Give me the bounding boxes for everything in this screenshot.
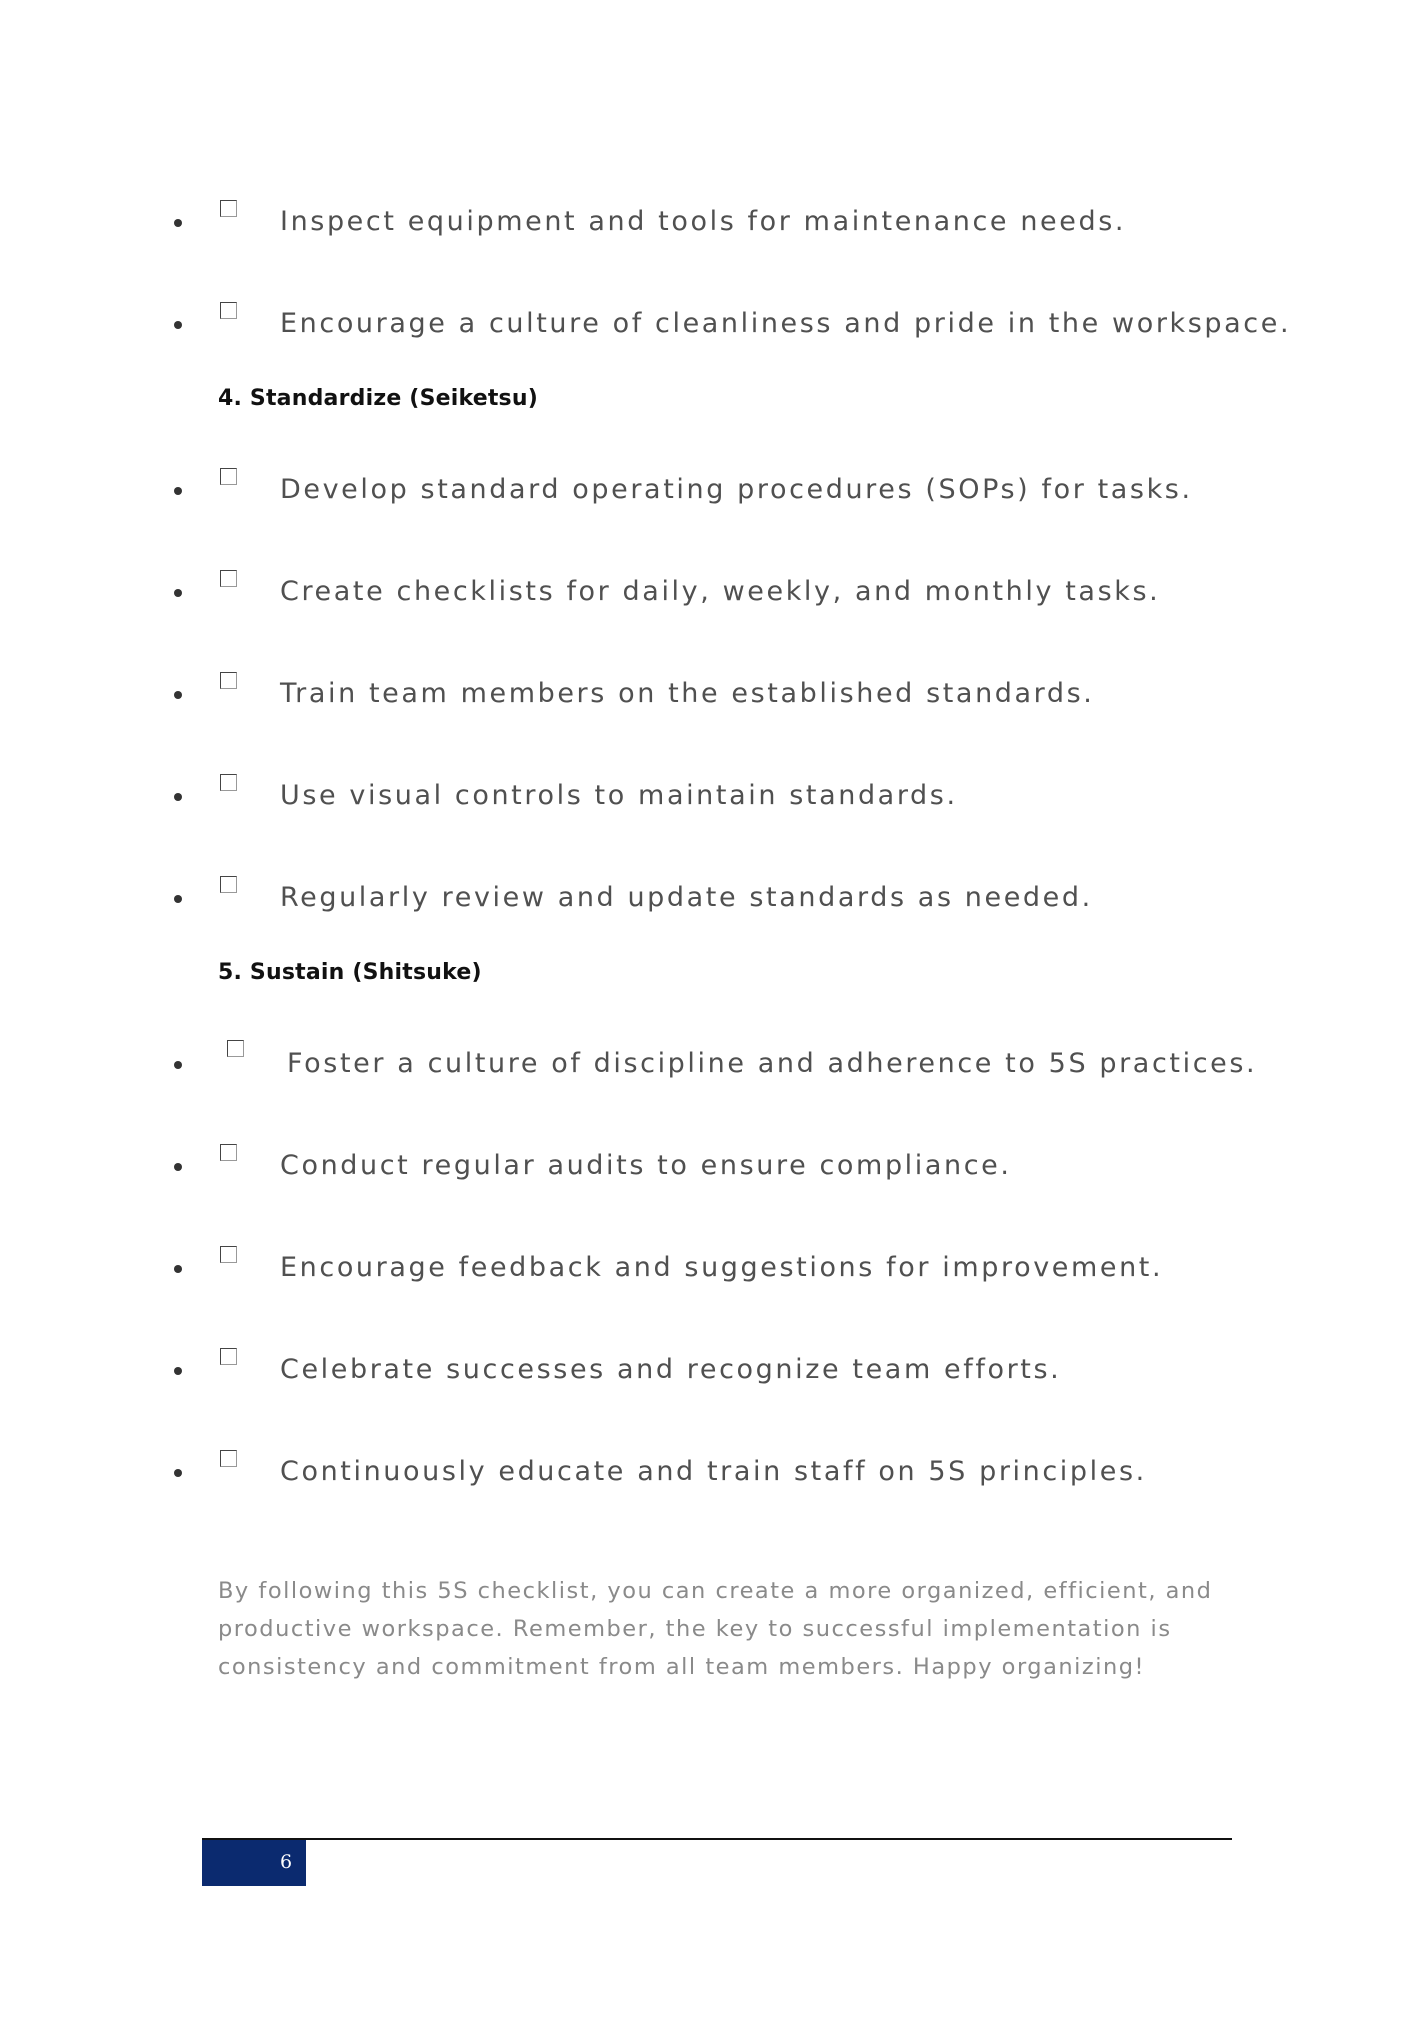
list-item-text: Celebrate successes and recognize team efforts.	[280, 1354, 1062, 1385]
checkbox[interactable]	[220, 1348, 237, 1365]
checkbox[interactable]	[220, 1450, 237, 1467]
list-item	[170, 1452, 1270, 1492]
list-item-text: Encourage feedback and suggestions for improvement.	[280, 1252, 1164, 1283]
bullet-icon	[174, 219, 182, 227]
closing-paragraph: By following this 5S checklist, you can create a more organized, efficient, and productive workspace. Remember, the key to successful implementation is consistency and commitment from all team members. Happy organizing!	[218, 1578, 1213, 1680]
list-item	[170, 878, 1270, 918]
list-item-text: Regularly review and update standards as needed.	[280, 882, 1093, 913]
list-item	[170, 1044, 1270, 1084]
list-item	[170, 202, 1270, 242]
list-item-text: Train team members on the established standards.	[280, 678, 1095, 709]
checkbox[interactable]	[220, 200, 237, 217]
bullet-icon	[174, 487, 182, 495]
checkbox[interactable]	[220, 774, 237, 791]
list-item	[170, 304, 1292, 344]
bullet-icon	[174, 589, 182, 597]
checkbox[interactable]	[220, 672, 237, 689]
list-item	[170, 776, 1270, 816]
bullet-icon	[174, 321, 182, 329]
bullet-icon	[174, 793, 182, 801]
section-heading-sustain: 5. Sustain (Shitsuke)	[218, 960, 482, 985]
footer-divider	[202, 1838, 1232, 1840]
bullet-icon	[174, 1265, 182, 1273]
list-item-text: Encourage a culture of cleanliness and pride in the workspace.	[280, 308, 1292, 339]
checkbox[interactable]	[220, 302, 237, 319]
checkbox[interactable]	[227, 1040, 244, 1057]
bullet-icon	[174, 1367, 182, 1375]
bullet-icon	[174, 1061, 182, 1069]
list-item-text: Conduct regular audits to ensure compliance.	[280, 1150, 1012, 1181]
list-item-text: Use visual controls to maintain standards.	[280, 780, 958, 811]
checkbox[interactable]	[220, 876, 237, 893]
list-item	[170, 572, 1270, 612]
section-heading-standardize: 4. Standardize (Seiketsu)	[218, 386, 538, 411]
list-item	[170, 1350, 1270, 1390]
list-item-text: Develop standard operating procedures (SOPs) for tasks.	[280, 474, 1193, 505]
list-item	[170, 1248, 1270, 1288]
checkbox[interactable]	[220, 570, 237, 587]
checkbox[interactable]	[220, 1144, 237, 1161]
bullet-icon	[174, 691, 182, 699]
list-item-text: Continuously educate and train staff on 5S principles.	[280, 1456, 1147, 1487]
list-item-text: Inspect equipment and tools for maintenance needs.	[280, 206, 1127, 237]
list-item-text: Foster a culture of discipline and adherence to 5S practices.	[287, 1048, 1258, 1079]
list-item-text: Create checklists for daily, weekly, and monthly tasks.	[280, 576, 1161, 607]
page-number: 6	[280, 1851, 293, 1873]
list-item	[170, 1146, 1270, 1186]
list-item	[170, 470, 1270, 510]
checkbox[interactable]	[220, 468, 237, 485]
bullet-icon	[174, 1469, 182, 1477]
bullet-icon	[174, 895, 182, 903]
list-item	[170, 674, 1270, 714]
checkbox[interactable]	[220, 1246, 237, 1263]
bullet-icon	[174, 1163, 182, 1171]
